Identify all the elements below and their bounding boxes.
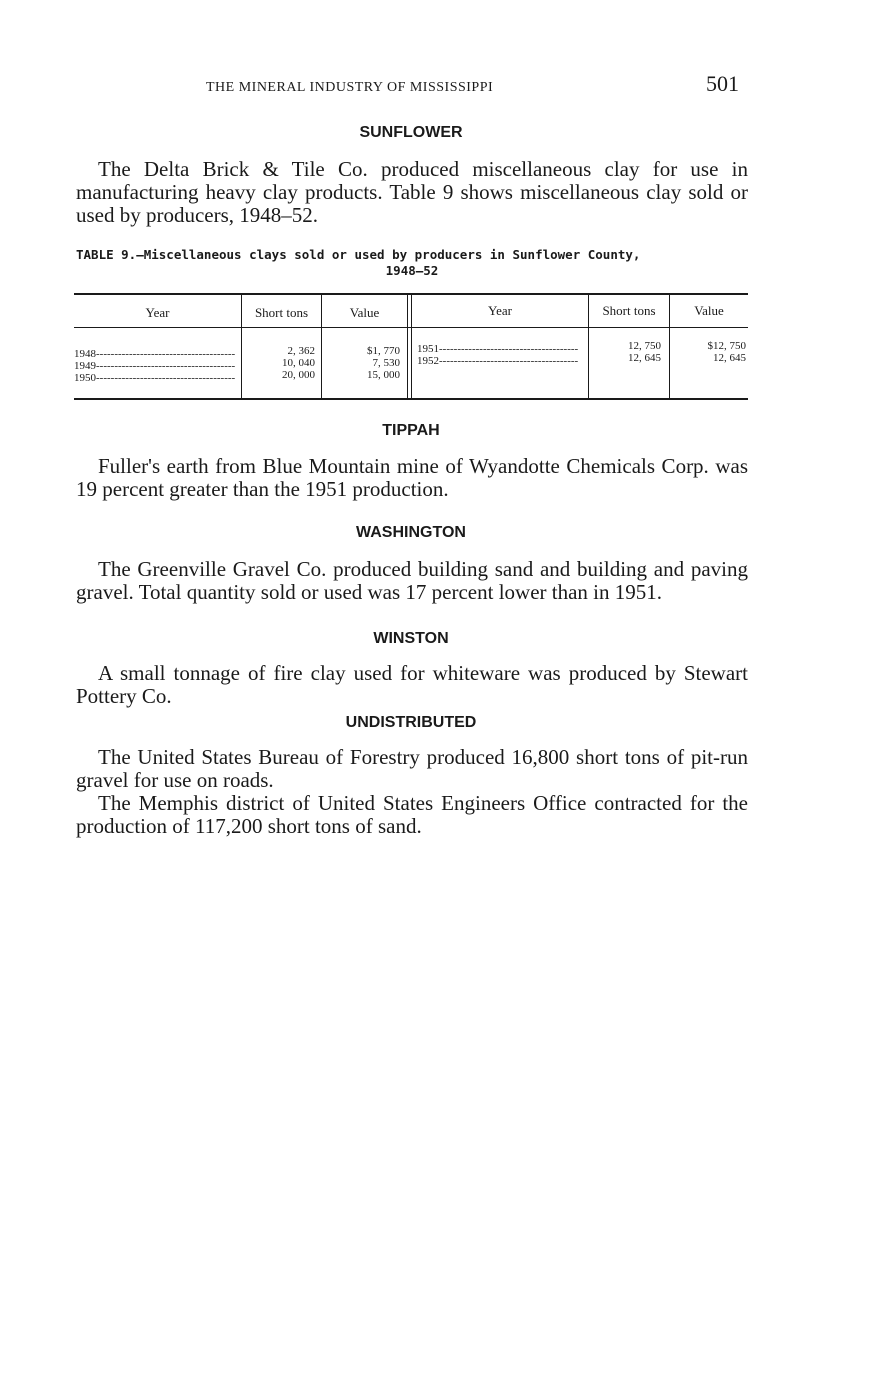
paragraph-tippah: Fuller's earth from Blue Mountain mine of Wyandotte Chemicals Corp. was 19 percent greater than the 1951 production. [76, 454, 748, 501]
table-row: 1951-------------------------------------- [417, 344, 579, 355]
page-number: 501 [706, 71, 739, 96]
header-value: Value [349, 305, 380, 320]
cell-value: $1, 770 [367, 345, 400, 357]
cell-value: $12, 750 [707, 340, 746, 352]
paragraph-sunflower: The Delta Brick & Tile Co. produced miscellaneous clay for use in manufacturing heavy clay products. Table 9 shows miscellaneous clay sold or used by producers, 1948–52. [76, 157, 748, 227]
paragraph-undistributed-2: The Memphis district of United States Engineers Office contracted for the production of 117,200 short tons of sand. [76, 791, 748, 838]
paragraph-washington: The Greenville Gravel Co. produced building sand and building and paving gravel. Total quantity sold or used was 17 percent lower than in 1951. [76, 557, 748, 604]
table-bottom-rule [74, 398, 748, 400]
heading-tippah: TIPPAH [382, 422, 440, 439]
table-row: 1948-------------------------------------- [74, 349, 236, 360]
cell-tons: 12, 750 [628, 340, 661, 352]
header-value: Value [694, 303, 724, 318]
paragraph-winston: A small tonnage of fire clay used for whiteware was produced by Stewart Pottery Co. [76, 661, 748, 708]
table-9 [74, 293, 748, 401]
cell-value: 12, 645 [713, 352, 746, 364]
cell-tons: 10, 040 [282, 357, 315, 369]
paragraph-undistributed-1: The United States Bureau of Forestry produced 16,800 short tons of pit-run gravel for use on roads. [76, 745, 748, 792]
table-row: 1949-------------------------------------- [74, 361, 236, 372]
heading-winston: WINSTON [373, 630, 449, 647]
cell-tons: 12, 645 [628, 352, 661, 364]
cell-value: 15, 000 [367, 369, 400, 381]
heading-sunflower: SUNFLOWER [359, 124, 463, 141]
cell-tons: 2, 362 [287, 345, 315, 357]
cell-value: 7, 530 [372, 357, 400, 369]
header-year: Year [488, 303, 512, 318]
header-short-tons: Short tons [602, 303, 656, 318]
table-caption [76, 247, 748, 279]
cell-tons: 20, 000 [282, 369, 315, 381]
table-row: 1952-------------------------------------- [417, 356, 579, 367]
header-year: Year [145, 305, 170, 320]
heading-undistributed: UNDISTRIBUTED [345, 714, 477, 731]
table-row: 1950-------------------------------------- [74, 373, 236, 384]
heading-washington: WASHINGTON [356, 524, 466, 541]
header-short-tons: Short tons [254, 305, 309, 320]
col-divider-double [407, 295, 408, 398]
running-head: THE MINERAL INDUSTRY OF MISSISSIPPI [206, 80, 494, 95]
table-caption-years: 1948–52 [385, 263, 439, 278]
table-caption-title: TABLE 9.—Miscellaneous clays sold or used by producers in Sunflower County, [76, 247, 641, 262]
